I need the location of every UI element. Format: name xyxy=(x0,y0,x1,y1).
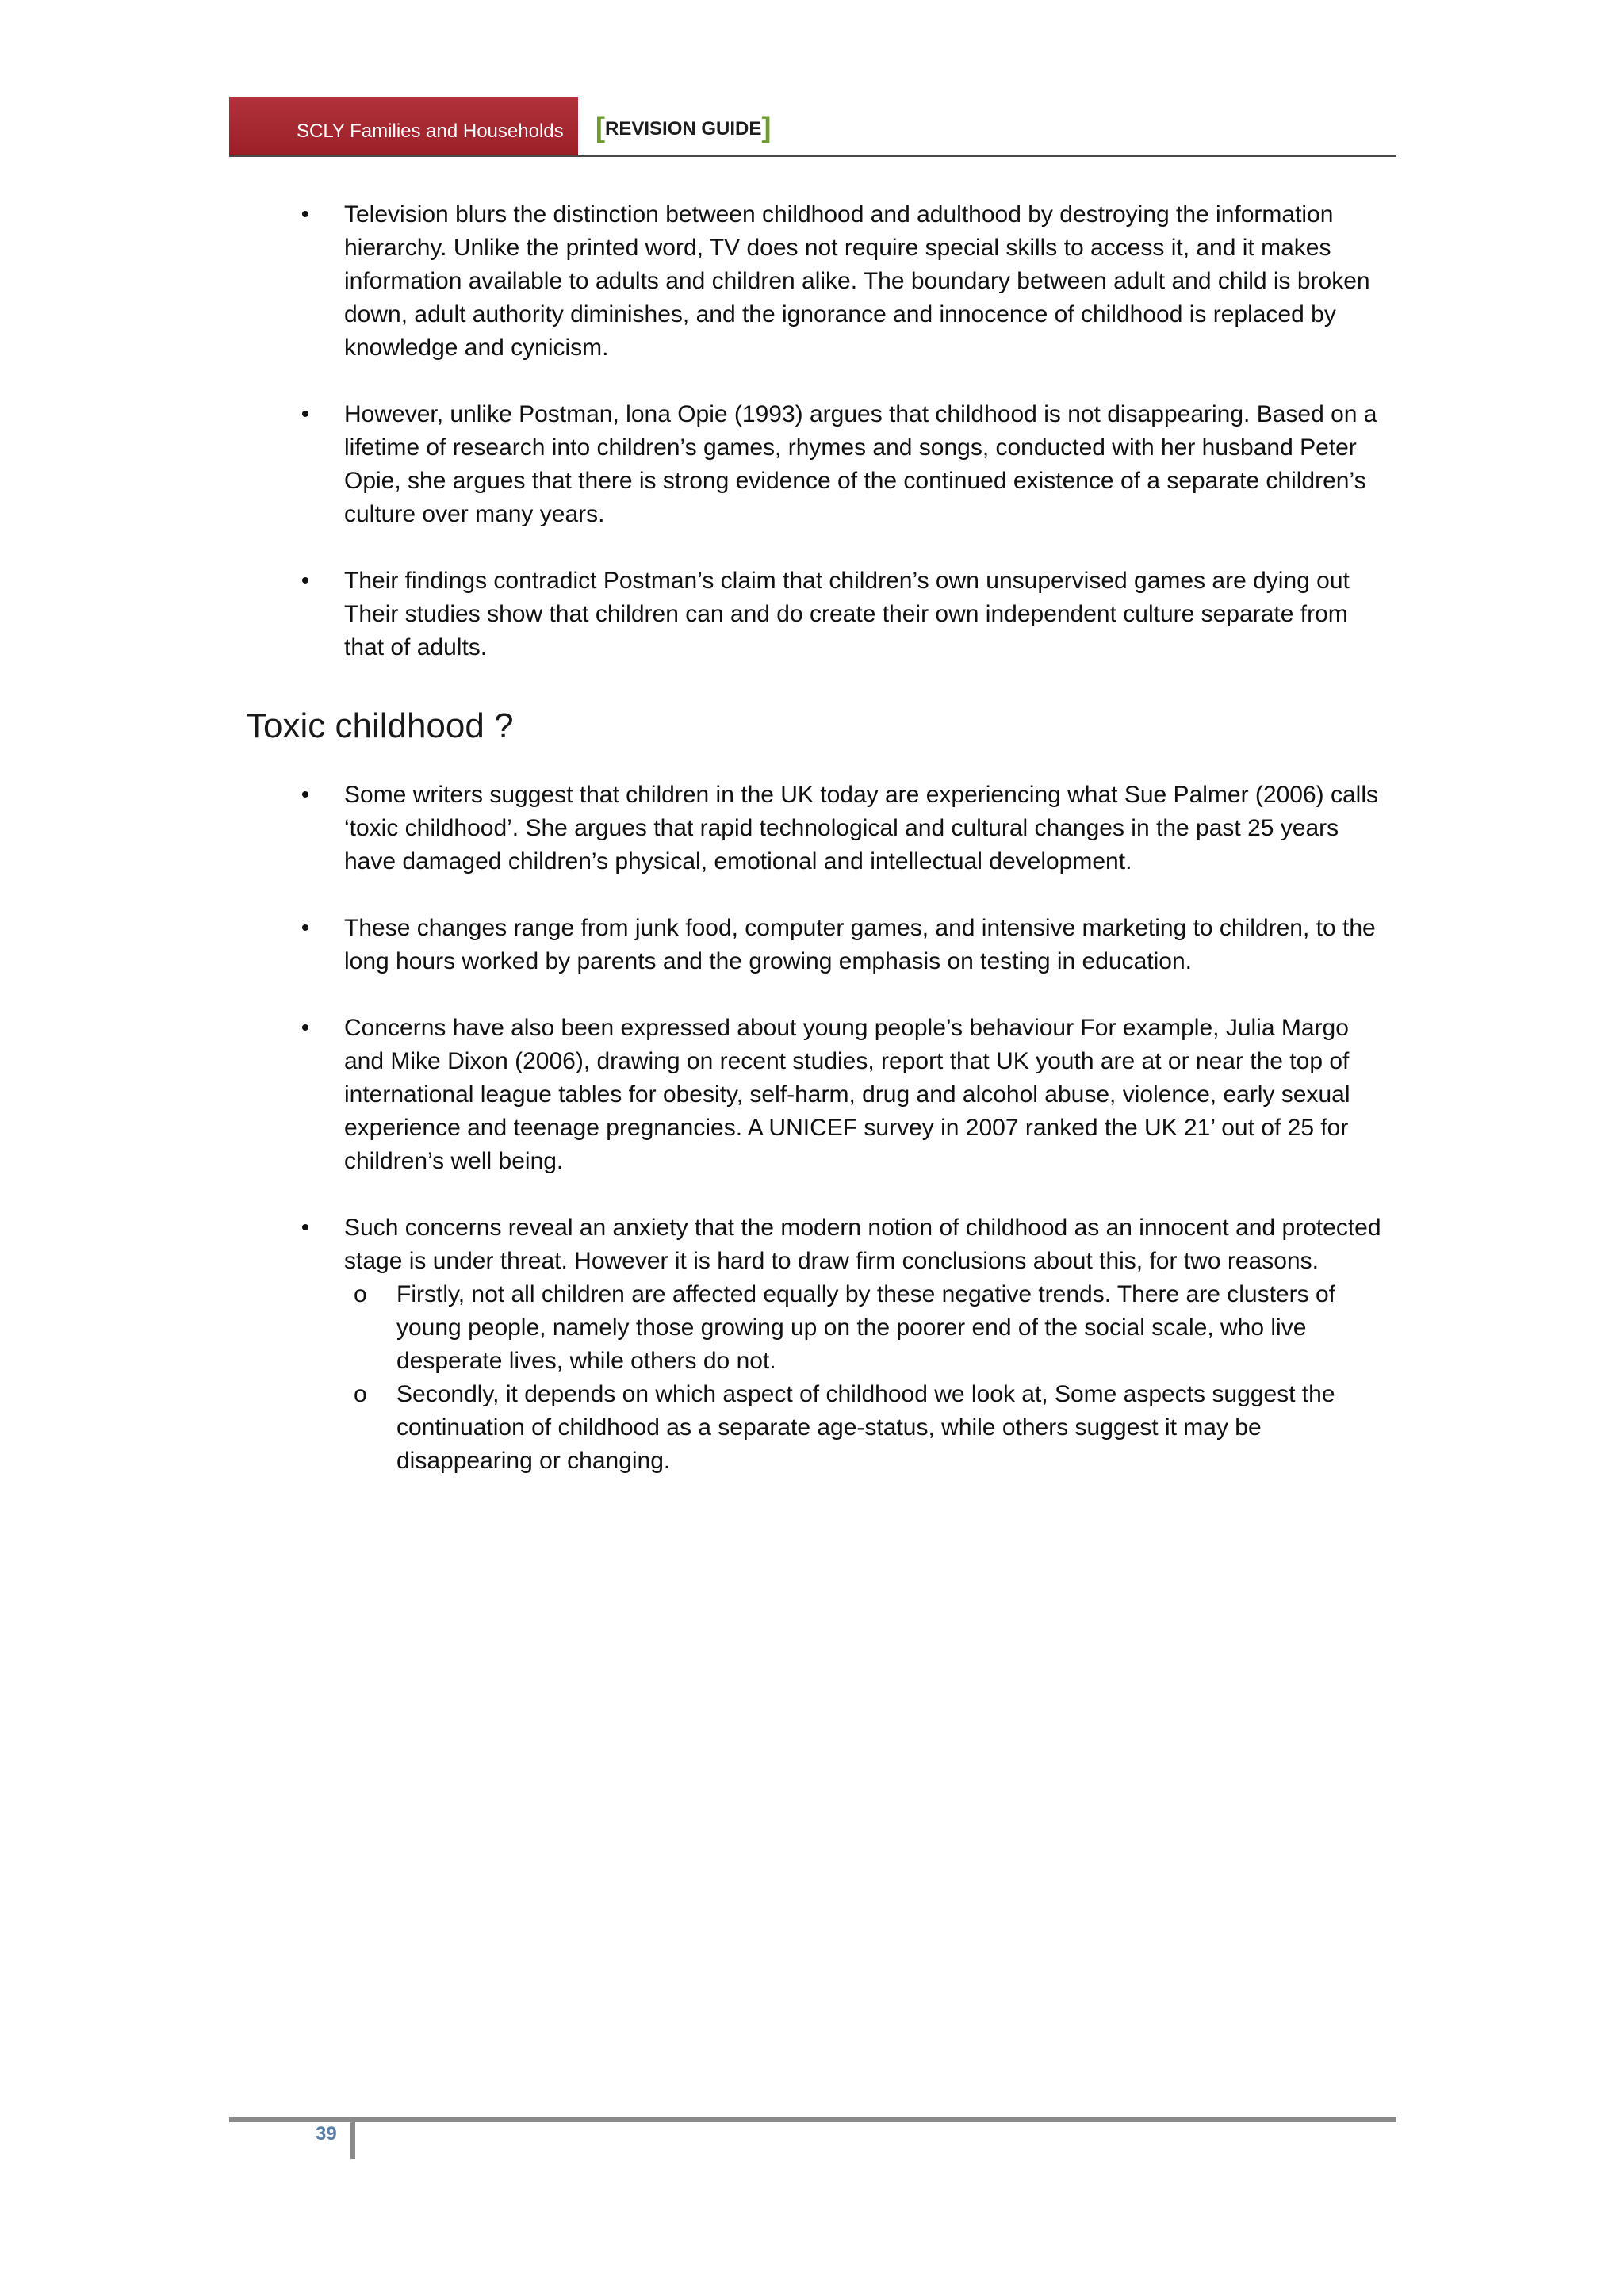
bullet-item xyxy=(293,398,1388,531)
page-number: 39 xyxy=(316,2123,337,2145)
bullet-icon: • xyxy=(301,1015,310,1041)
sub-bullet-icon: o xyxy=(354,1381,367,1407)
bullet-text: However, unlike Postman, lona Opie (1993) argues that childhood is not disappearing. Based on a lifetime of research into children’s games, rhymes and songs, conducted with her husband Peter Opie, she argues that there is strong evidence of the continued existence of a separate children’s culture over many years. xyxy=(344,401,1377,527)
header-rule xyxy=(229,155,1396,157)
bullet-item xyxy=(293,1211,1388,1478)
sub-bullet-icon: o xyxy=(354,1281,367,1307)
bullet-icon: • xyxy=(301,568,310,594)
bullet-item xyxy=(293,1012,1388,1178)
bullet-icon: • xyxy=(301,1215,310,1241)
bullet-item xyxy=(293,912,1388,978)
section-label: SCLY Families and Households xyxy=(297,121,564,142)
sub-bullet-list xyxy=(344,1278,1388,1478)
section-tab xyxy=(229,97,578,155)
footer-rule xyxy=(229,2117,1396,2122)
revision-guide-label xyxy=(596,111,771,144)
bullet-text: Concerns have also been expressed about young people’s behaviour For example, Julia Margo and Mike Dixon (2006), drawing on recent studies, report that UK youth are at or near the top of international league tables for obesity, self-harm, drug and alcohol abuse, violence, early sexual experience and teenage pregnancies. A UNICEF survey in 2007 ranked the UK 21’ out of 25 for children’s well being. xyxy=(344,1015,1350,1174)
bullet-item xyxy=(293,779,1388,878)
sub-bullet-text: Firstly, not all children are affected equally by these negative trends. There are clusters of young people, namely those growing up on the poorer end of the social scale, who live desperate lives, while others do not. xyxy=(396,1281,1335,1374)
sub-bullet-text: Secondly, it depends on which aspect of childhood we look at, Some aspects suggest the continuation of childhood as a separate age-status, while others suggest it may be disappearing or changing. xyxy=(396,1381,1335,1474)
bullet-item xyxy=(293,198,1388,365)
guide-label: REVISION GUIDE xyxy=(605,118,762,140)
bullet-icon: • xyxy=(301,782,310,808)
bullet-icon: • xyxy=(301,201,310,228)
bracket-open: [ xyxy=(596,111,605,144)
bullet-text: Their findings contradict Postman’s claim that children’s own unsupervised games are dying out Their studies show that children can and do create their own independent culture separate from that of adults. xyxy=(344,568,1350,660)
bullet-item xyxy=(293,564,1388,664)
bullet-text: Television blurs the distinction between childhood and adulthood by destroying the information hierarchy. Unlike the printed word, TV does not require special skills to access it, and it makes information available to adults and children alike. The boundary between adult and child is broken down, adult authority diminishes, and the ignorance and innocence of childhood is replaced by knowledge and cynicism. xyxy=(344,201,1370,361)
bullet-text: Some writers suggest that children in the UK today are experiencing what Sue Palmer (2006) calls ‘toxic childhood’. She argues that rapid technological and cultural changes in the past 25 years have damaged children’s physical, emotional and intellectual development. xyxy=(344,782,1378,874)
page-content xyxy=(246,198,1388,1478)
bracket-close: ] xyxy=(761,111,772,144)
sub-bullet-item xyxy=(300,1278,1388,1378)
bullet-icon: • xyxy=(301,401,310,427)
bullet-icon: • xyxy=(301,915,310,941)
footer-divider xyxy=(350,2122,355,2159)
page-header xyxy=(229,97,1396,157)
sub-bullet-item xyxy=(300,1378,1388,1478)
bullet-text: Such concerns reveal an anxiety that the modern notion of childhood as an innocent and protected stage is under threat. However it is hard to draw firm conclusions about this, for two reasons. xyxy=(344,1215,1381,1274)
bullet-text: These changes range from junk food, computer games, and intensive marketing to children, to the long hours worked by parents and the growing emphasis on testing in education. xyxy=(344,915,1376,974)
section-heading: Toxic childhood ? xyxy=(246,706,514,745)
